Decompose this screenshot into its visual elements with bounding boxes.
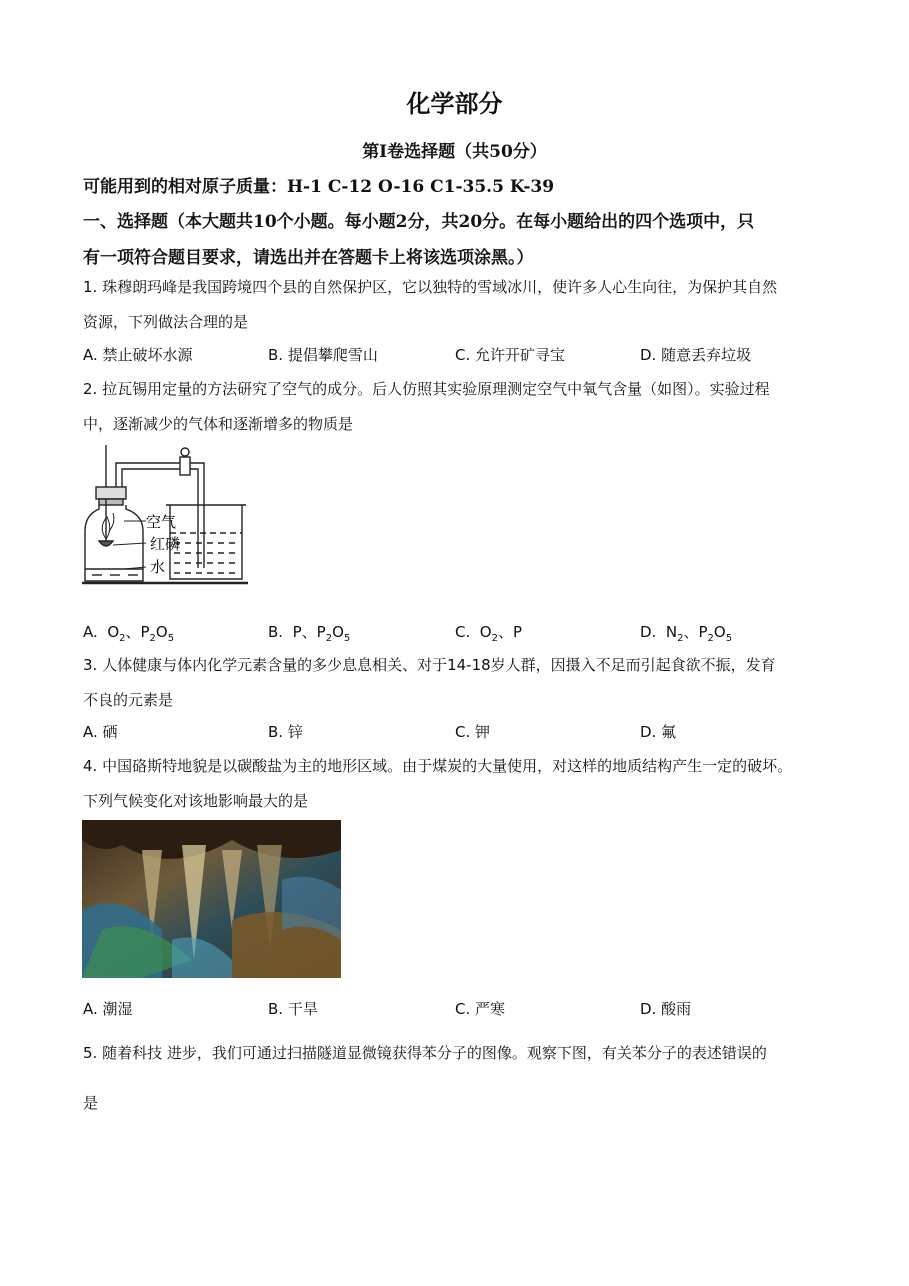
question-4-line1: 4. 中国硌斯特地貌是以碳酸盐为主的地形区域。由于煤炭的大量使用，对这样的地质结构产生一定的破坏。: [83, 757, 793, 775]
question-5-line2: 是: [83, 1094, 99, 1112]
q3-option-b[interactable]: B. 锌: [268, 723, 303, 741]
q2-option-c[interactable]: C. $O_2$、P: [455, 623, 523, 644]
q4-option-c[interactable]: C. 严寒: [455, 1000, 506, 1018]
q1-option-a[interactable]: A. 禁止破坏水源: [83, 346, 193, 364]
question-3-line1: 3. 人体健康与体内化学元素含量的多少息息相关、对于14-18岁人群，因摄入不足而引起食欲不振，发育: [83, 656, 776, 674]
q3-option-c[interactable]: C. 钾: [455, 723, 491, 741]
q1-option-c[interactable]: C. 允许开矿寻宝: [455, 346, 566, 364]
page-title: 化学部分: [406, 90, 503, 118]
q2-option-b[interactable]: B. P、$P_2O_5$: [268, 623, 351, 644]
question-1-line2: 资源，下列做法合理的是: [83, 313, 249, 331]
question-4-line2: 下列气候变化对该地影响最大的是: [83, 792, 309, 810]
question-5-line1: 5. 随着科技 进步，我们可通过扫描隧道显微镜获得苯分子的图像。观察下图，有关苯分子的表述错误的: [83, 1044, 767, 1062]
paper-subtitle: 第I卷选择题（共50分）: [362, 142, 547, 162]
question-2-line2: 中，逐渐减少的气体和逐渐增多的物质是: [83, 415, 354, 433]
q3-option-d[interactable]: D. 氟: [640, 723, 677, 741]
q2-option-d[interactable]: D. $N_2$、$P_2O_5$: [640, 623, 733, 644]
figure-label-water: 水: [150, 558, 166, 576]
figure-label-red-phosphorus: 红磷: [150, 535, 181, 553]
q1-option-b[interactable]: B. 提倡攀爬雪山: [268, 346, 378, 364]
question-1-line1: 1. 珠穆朗玛峰是我国跨境四个县的自然保护区，它以独特的雪域冰川，使许多人心生向往，为保护其自然: [83, 278, 778, 296]
q4-option-b[interactable]: B. 干旱: [268, 1000, 318, 1018]
oxygen-experiment-diagram: [80, 443, 250, 588]
q3-option-a[interactable]: A. 硒: [83, 723, 118, 741]
figure-label-air: 空气: [146, 513, 177, 531]
karst-cave-photo: [82, 820, 341, 978]
q4-option-a[interactable]: A. 潮湿: [83, 1000, 133, 1018]
atomic-masses: 可能用到的相对原子质量：H-1 C-12 O-16 C1-35.5 K-39: [83, 177, 555, 197]
question-3-line2: 不良的元素是: [83, 691, 174, 709]
q4-option-d[interactable]: D. 酸雨: [640, 1000, 692, 1018]
section-heading-line1: 一、选择题（本大题共10个小题。每小题2分，共20分。在每小题给出的四个选项中，只: [83, 212, 755, 232]
question-2-line1: 2. 拉瓦锡用定量的方法研究了空气的成分。后人仿照其实验原理测定空气中氧气含量（如图）。实验过程: [83, 380, 770, 398]
q1-option-d[interactable]: D. 随意丢弃垃圾: [640, 346, 752, 364]
q2-option-a[interactable]: A. $O_2$、$P_2O_5$: [83, 623, 175, 644]
section-heading-line2: 有一项符合题目要求，请选出并在答题卡上将该选项涂黑。）: [83, 248, 534, 268]
